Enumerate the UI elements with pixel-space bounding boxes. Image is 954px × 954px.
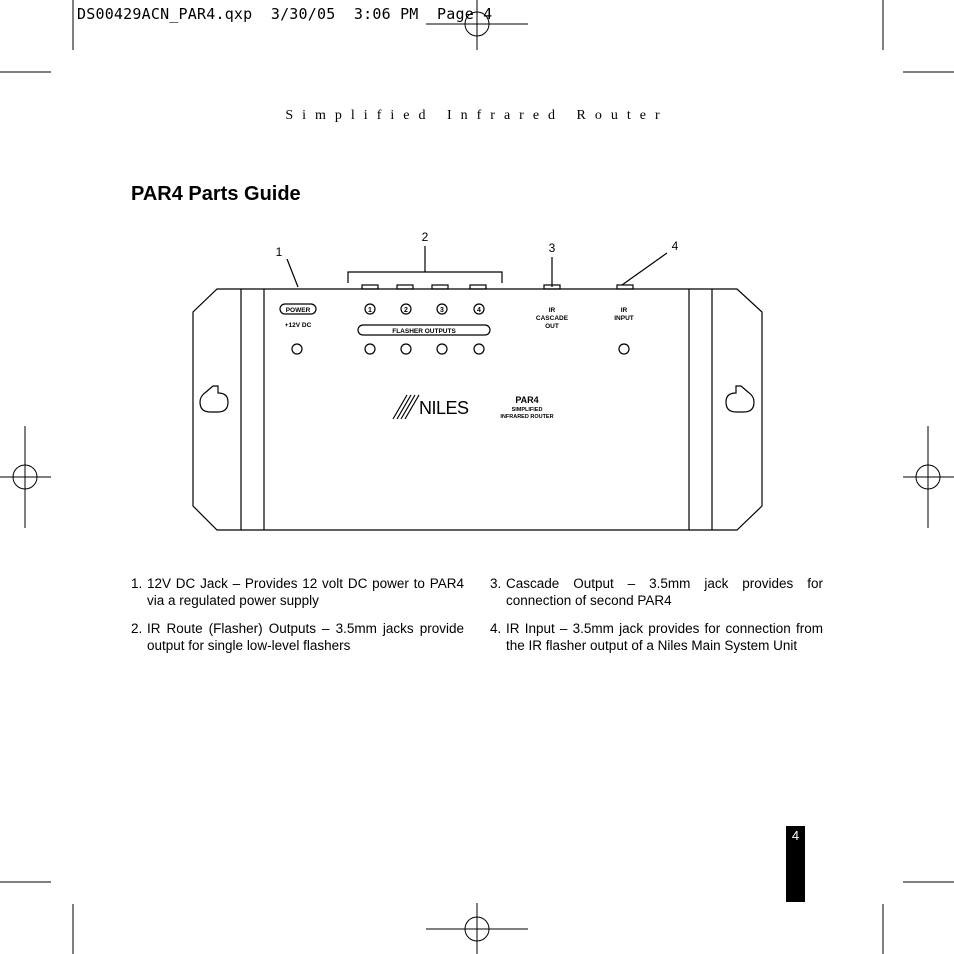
flasher-number-1: 1 [368,307,372,314]
power-label: POWER [285,307,311,314]
ir-input-line-2: INPUT [614,315,634,322]
ir-cascade-line-3: OUT [545,323,559,330]
description-2-number: 2. [131,621,143,636]
printer-slug: DS00429ACN_PAR4.qxp 3/30/05 3:06 PM Page 4 [77,5,493,23]
description-4-number: 4. [490,621,502,636]
ir-input-line-1: IR [620,307,628,314]
model-sub-2: INFRARED ROUTER [500,414,554,420]
ir-cascade-line-2: CASCADE [535,315,569,322]
page-number-tab [786,826,805,902]
ir-cascade-line-1: IR [548,307,556,314]
callout-2: 2 [421,230,429,244]
description-3-text: Cascade Output – 3.5mm jack provides for connection of second PAR4 [506,576,823,608]
page-number: 4 [791,828,800,843]
description-1-text: 12V DC Jack – Provides 12 volt DC power to PAR4 via a regulated power supply [147,576,464,608]
description-4-text: IR Input – 3.5mm jack provides for connection from the IR flasher output of a Niles Main System Unit [506,621,823,653]
flasher-outputs-label: FLASHER OUTPUTS [392,328,456,335]
description-2 [131,620,464,654]
callout-1: 1 [275,245,283,259]
flasher-number-4: 4 [477,307,481,314]
description-3 [490,575,823,609]
description-4 [490,620,823,654]
section-header: Simplified Infrared Router [285,108,669,123]
page-title: PAR4 Parts Guide [131,183,301,205]
flasher-number-2: 2 [404,307,408,314]
dc-label: +12V DC [284,322,312,329]
callout-3: 3 [548,241,556,255]
callout-4: 4 [671,239,679,253]
flasher-number-3: 3 [440,307,444,314]
model-sub-1: SIMPLIFIED [511,407,543,413]
description-3-number: 3. [490,576,502,591]
model-name: PAR4 [515,395,539,405]
niles-brand: NILES [419,398,469,418]
description-2-text: IR Route (Flasher) Outputs – 3.5mm jacks provide output for single low-level flashers [147,621,464,653]
description-1 [131,575,464,609]
description-1-number: 1. [131,576,143,591]
